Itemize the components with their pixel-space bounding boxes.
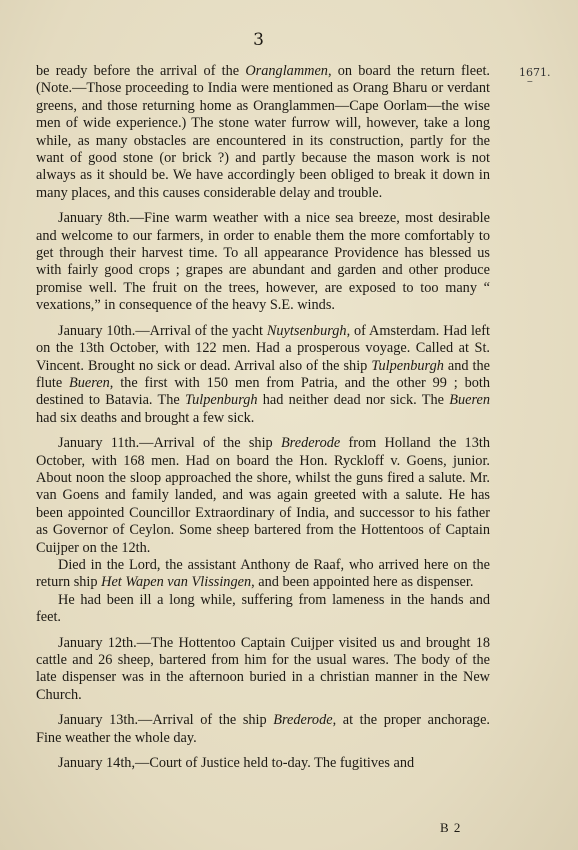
entry-january-8 [36, 210, 490, 314]
entry-january-13 [36, 712, 490, 747]
text-run: be ready before the arrival of the [36, 63, 246, 79]
text-run: Died in the Lord, the assistant Anthony de Raaf, who arrived here on the return ship [36, 556, 490, 591]
text-run: , and been appointed here as dispenser. [251, 574, 474, 591]
text-run: He had been ill a long while, suffering from lameness in the hands and feet. [36, 591, 490, 626]
text-run: January 11th.—Arrival of the ship [58, 435, 281, 452]
text-run: had neither dead nor sick. The [257, 392, 450, 409]
death-notice-continued [36, 592, 490, 627]
margin-year [519, 66, 551, 85]
ship-name: Nuytsenburgh [266, 322, 347, 339]
ship-name: Brederode [273, 712, 333, 729]
ship-name: Het Wapen van Vlissingen [101, 574, 252, 591]
entry-january-14 [36, 755, 490, 772]
text-run: , on board the return fleet. (Note.—Those proceeding to India were mentioned as Orang Bharu or verdant greens, and those returning home as Oranglammen—Cape Oorlam—the wise men of wide experience.) The stone water furrow will, however, take a long while, as many obstacles are encountered in its construction, partly for the want of good stone (or brick ?) and partly because the mason work is not always as it should be. We have accordingly been obliged to break it down in many places, and this causes considerable delay and trouble. [36, 63, 491, 201]
text-run: January 8th.—Fine warm weather with a nice sea breeze, most desirable and welcome to our farmers, in order to enable them the more comfortably to get through their harvest time. To all appearance Providence has blessed us with fairly good crops ; grapes are abundant and garden and other produce promise well. The fruit on the trees, however, are exposed to too many “ vexations,” in consequence of the heavy S.E. winds. [36, 210, 490, 314]
death-notice [36, 557, 490, 592]
ship-name: Oranglammen [245, 63, 328, 79]
ship-name: Bueren [449, 392, 490, 409]
signature-mark: B 2 [440, 820, 462, 835]
text-run: , the first with 150 men from Patria, and the other 99 ; both destined to Batavia. The [36, 374, 490, 409]
entry-january-11 [36, 435, 490, 557]
margin-year-text: 1671. [519, 66, 551, 79]
text-run: , at the proper anchorage. Fine weather the whole day. [36, 712, 490, 746]
ship-name: Tulpenburgh [184, 392, 258, 409]
text-run: January 14th,—Court of Justice held to-day. The fugitives and [58, 755, 415, 772]
text-run: , of Amsterdam. Had left on the 13th October, with 122 men. Had a prosperous voyage. Called at St. Vincent. Brought no sick or dead. Arrival also of the ship [36, 322, 490, 374]
entry-january-12 [36, 635, 490, 705]
paragraph-continuation [36, 63, 490, 202]
text-run: January 13th.—Arrival of the ship [58, 712, 274, 729]
text-run: had six deaths and brought a few sick. [36, 409, 255, 426]
entry-january-10 [36, 323, 490, 427]
ship-name: Tulpenburgh [371, 357, 444, 374]
body-text [36, 63, 490, 780]
page-number: 3 [253, 30, 265, 50]
ship-name: Brederode [280, 435, 341, 452]
margin-dash: ‒ [527, 77, 533, 87]
text-run: from Holland the 13th October, with 168 men. Had on board the Hon. Ryckloff v. Goens, junior. About noon the sloop approached the shore, whilst the guns fired a salute. Mr. van Goens and family landed, and was again greeted with a salute. He has been appointed Councillor Extraordinary of India, and successor to his father as Governor of Ceylon. Some sheep bartered from the Hottentoos of Captain Cuijper on the 12th. [36, 435, 490, 556]
text-run: January 12th.—The Hottentoo Captain Cuijper visited us and brought 18 cattle and 26 sheep, bartered from him for the usual wares. The body of the late dispenser was in the afternoon buried in a christian manner in the New Church. [36, 634, 490, 703]
ship-name: Bueren [69, 374, 110, 391]
text-run: January 10th.—Arrival of the yacht [58, 322, 267, 339]
text-run: and the flute [36, 357, 490, 391]
